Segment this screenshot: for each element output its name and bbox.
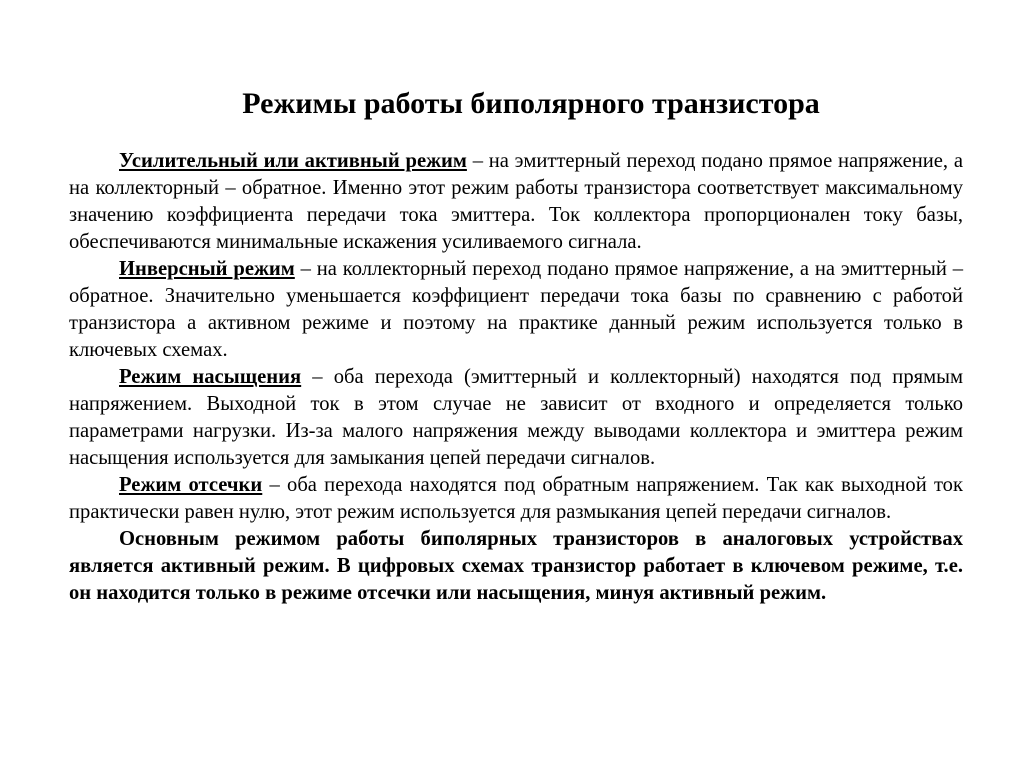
paragraph-text: – оба перехода находятся под обратным напряжением. Так как выходной ток практически равен нулю, этот режим используется для размыкания цепей передачи сигналов.: [69, 474, 963, 523]
paragraph-text: – на коллекторный переход подано прямое напряжение, а на эмиттерный – обратное. Значительно уменьшается коэффициент передачи тока базы по сравнению с работой транзистора а активном режиме и поэтому на практике данный режим используется только в ключевых схемах.: [69, 258, 963, 361]
paragraph-text: – оба перехода (эмиттерный и коллекторный) находятся под прямым напряжением. Выходной ток в этом случае не зависит от входного и определяется только параметрами нагрузки. Из-за малого напряжения между выводами коллектора и эмиттера режим насыщения используется для замыкания цепей передачи сигналов.: [69, 366, 963, 469]
paragraph-inverse-mode: [69, 256, 963, 364]
slide-title: Режимы работы биполярного транзистора: [242, 87, 820, 120]
paragraph-text: – на эмиттерный переход подано прямое напряжение, а на коллекторный – обратное. Именно этот режим работы транзистора соответствует максимальному значению коэффициента передачи тока эмиттера. Ток коллектора пропорционален току базы, обеспечиваются минимальные искажения усиливаемого сигнала.: [69, 150, 963, 253]
slide-body: [69, 148, 963, 607]
term-active-mode: Усилительный или активный режим: [119, 150, 467, 172]
paragraph-active-mode: [69, 148, 963, 256]
term-saturation-mode: Режим насыщения: [119, 366, 302, 388]
term-inverse-mode: Инверсный режим: [119, 258, 295, 280]
paragraph-cutoff-mode: [69, 472, 963, 526]
term-cutoff-mode: Режим отсечки: [119, 474, 263, 496]
paragraph-conclusion: Основным режимом работы биполярных транзисторов в аналоговых устройствах является активный режим. В цифровых схемах транзистор работает в ключевом режиме, т.е. он находится только в режиме отсечки или насыщения, минуя активный режим.: [69, 528, 963, 604]
paragraph-saturation-mode: [69, 364, 963, 472]
